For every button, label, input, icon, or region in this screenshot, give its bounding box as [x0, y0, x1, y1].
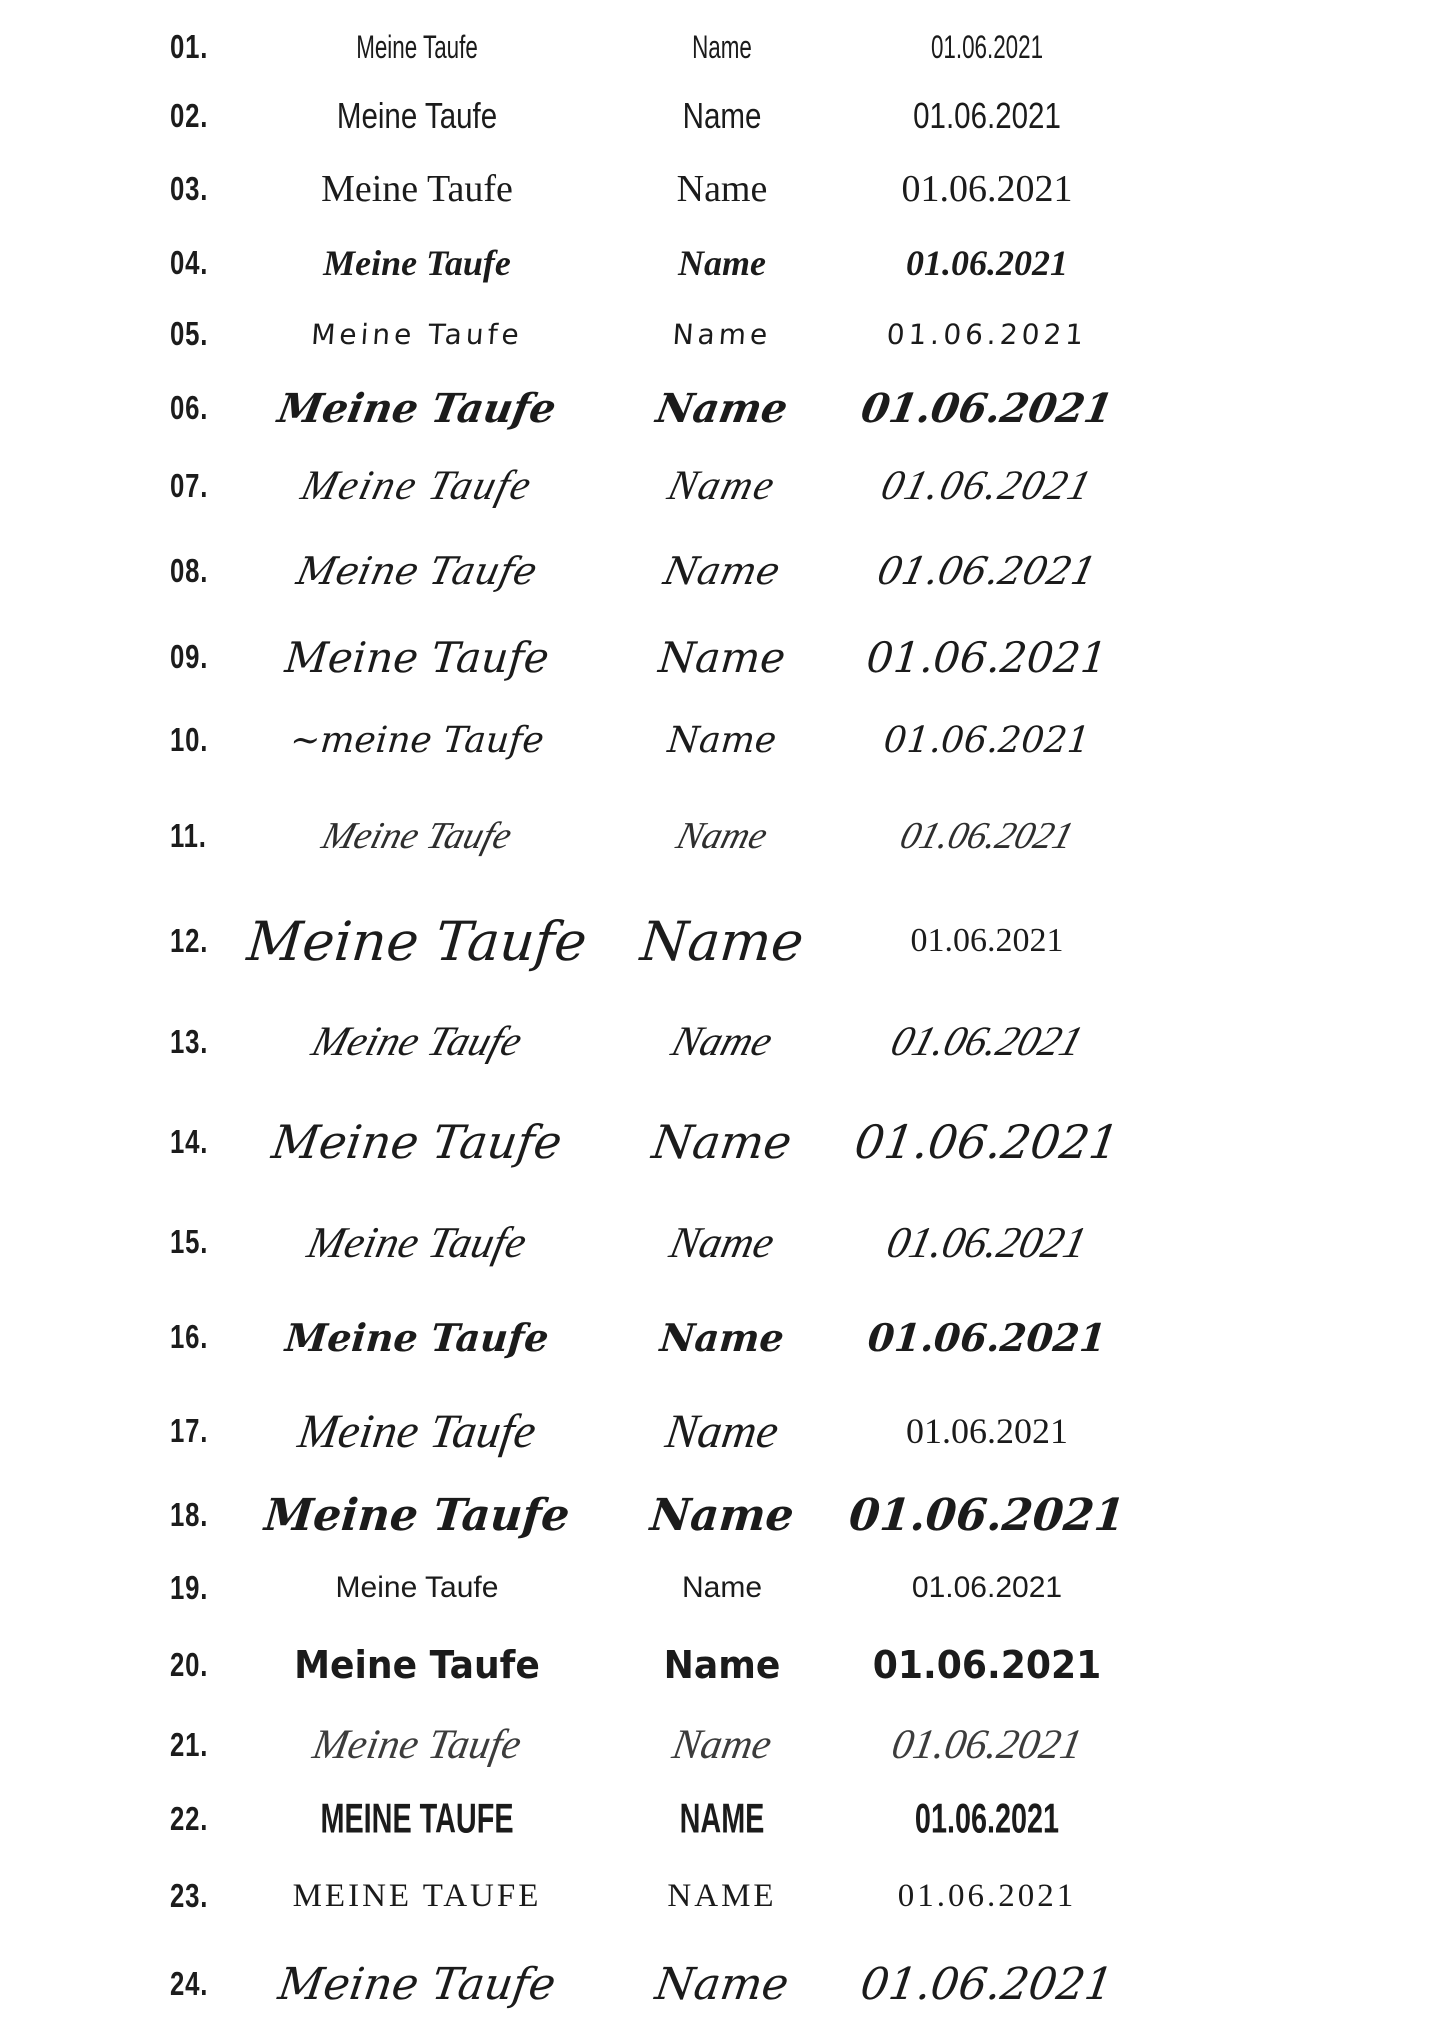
style-sample-date: 01.06.2021	[888, 1722, 1086, 1768]
style-sample-name: Name	[663, 1643, 781, 1687]
style-sample-meine-taufe: Meine Taufe	[244, 909, 590, 973]
style-sample-name: Name	[663, 463, 781, 509]
style-sample-name: NAME	[667, 1877, 777, 1914]
style-sample-meine-taufe: Meine Taufe	[294, 1643, 540, 1687]
style-sample-meine-taufe: Meine Taufe	[336, 95, 498, 136]
style-sample-name: Name	[658, 1314, 786, 1360]
font-style-row	[0, 1478, 1445, 1552]
style-number-label: 10.	[170, 721, 209, 758]
style-sample-name: Name	[671, 317, 773, 351]
style-sample-date: 01.06.2021	[876, 463, 1098, 509]
style-sample-meine-taufe: Meine Taufe	[282, 632, 552, 682]
style-sample-date: 01.06.2021	[930, 28, 1044, 65]
font-style-row	[0, 1624, 1445, 1706]
style-sample-name: Name	[672, 815, 772, 857]
font-style-row	[0, 696, 1445, 784]
style-number-label: 15.	[170, 1223, 209, 1260]
style-number-label: 21.	[170, 1726, 209, 1763]
style-number-label: 06.	[170, 389, 209, 426]
style-sample-name: Name	[681, 1571, 763, 1604]
style-sample-name: Name	[665, 1217, 779, 1267]
style-sample-date: 01.06.2021	[872, 1643, 1102, 1687]
style-number-label: 11.	[170, 817, 207, 854]
font-style-row	[0, 1938, 1445, 2030]
style-sample-name: Name	[637, 909, 807, 973]
style-sample-meine-taufe: Meine Taufe	[296, 463, 538, 509]
style-sample-meine-taufe: Meine Taufe	[274, 384, 560, 432]
style-number-label: 22.	[170, 1800, 209, 1837]
font-style-row	[0, 1290, 1445, 1384]
style-number-label: 14.	[170, 1123, 209, 1160]
font-style-row	[0, 1854, 1445, 1938]
style-sample-meine-taufe: Meine Taufe	[317, 815, 517, 857]
style-sample-meine-taufe: Meine Taufe	[275, 1958, 559, 2010]
style-sample-date: 01.06.2021	[873, 549, 1101, 593]
style-sample-name: Name	[648, 1489, 796, 1541]
font-style-row	[0, 1090, 1445, 1194]
style-sample-date: 01.06.2021	[911, 1571, 1063, 1604]
style-sample-meine-taufe: Meine Taufe	[310, 317, 524, 351]
font-style-row	[0, 1384, 1445, 1478]
style-sample-date: 01.06.2021	[864, 632, 1110, 682]
style-number-label: 18.	[170, 1496, 209, 1533]
style-number-label: 20.	[170, 1646, 209, 1683]
style-sample-name: Name	[666, 719, 778, 761]
style-sample-name: Name	[676, 168, 768, 210]
font-style-row	[0, 80, 1445, 152]
style-sample-name: NAME	[679, 1795, 765, 1842]
style-sample-date: 01.06.2021	[913, 95, 1061, 136]
style-sample-name: Name	[652, 1958, 792, 2010]
style-sample-date: 01.06.2021	[897, 1877, 1077, 1914]
font-style-row	[0, 226, 1445, 300]
font-style-row	[0, 300, 1445, 368]
style-number-label: 05.	[170, 315, 209, 352]
font-style-row	[0, 888, 1445, 994]
font-style-row	[0, 14, 1445, 80]
font-style-row	[0, 1552, 1445, 1624]
style-sample-meine-taufe: Meine Taufe	[283, 1314, 551, 1360]
style-sample-date: 01.06.2021	[866, 1314, 1108, 1360]
style-sample-meine-taufe: Meine Taufe	[294, 1404, 540, 1458]
style-number-label: 08.	[170, 552, 209, 589]
font-style-row	[0, 368, 1445, 448]
style-sample-date: 01.06.2021	[901, 168, 1073, 210]
style-sample-name: Name	[648, 1115, 796, 1169]
style-sample-date: 01.06.2021	[882, 1217, 1092, 1267]
style-number-label: 03.	[170, 170, 209, 207]
style-sample-meine-taufe: Meine Taufe	[356, 28, 478, 65]
style-number-label: 19.	[170, 1569, 209, 1606]
style-sample-date: 01.06.2021	[846, 1489, 1128, 1541]
style-sample-meine-taufe: Meine Taufe	[268, 1115, 566, 1169]
style-sample-date: 01.06.2021	[885, 317, 1089, 351]
style-sample-meine-taufe: Meine Taufe	[262, 1489, 572, 1541]
style-sample-date: 01.06.2021	[857, 384, 1117, 432]
style-sample-date: 01.06.2021	[910, 922, 1064, 959]
style-sample-meine-taufe: MEINE TAUFE	[292, 1877, 542, 1914]
style-sample-date: 01.06.2021	[914, 1795, 1060, 1842]
style-sample-meine-taufe: Meine Taufe	[323, 243, 511, 283]
style-sample-meine-taufe: ~meine Taufe	[288, 719, 546, 761]
font-style-row	[0, 1784, 1445, 1854]
style-number-label: 17.	[170, 1412, 209, 1449]
style-number-label: 13.	[170, 1023, 209, 1060]
style-number-label: 02.	[170, 97, 209, 134]
style-sample-name: Name	[668, 1722, 776, 1768]
style-number-label: 04.	[170, 244, 209, 281]
font-style-row	[0, 1706, 1445, 1784]
style-sample-name: Name	[662, 1404, 782, 1458]
style-sample-date: 01.06.2021	[906, 243, 1068, 283]
style-number-label: 01.	[170, 28, 209, 65]
font-style-row	[0, 994, 1445, 1090]
style-sample-meine-taufe: Meine Taufe	[292, 549, 542, 593]
style-sample-date: 01.06.2021	[885, 1019, 1089, 1065]
style-number-label: 23.	[170, 1877, 209, 1914]
style-sample-name: Name	[666, 1019, 778, 1065]
style-sample-date: 01.06.2021	[851, 1115, 1123, 1169]
style-sample-meine-taufe: Meine Taufe	[303, 1217, 531, 1267]
font-style-row	[0, 524, 1445, 618]
style-sample-meine-taufe: Meine Taufe	[306, 1019, 528, 1065]
font-style-row	[0, 618, 1445, 696]
font-style-row	[0, 784, 1445, 888]
style-sample-meine-taufe: MEINE TAUFE	[320, 1795, 514, 1842]
font-style-row	[0, 448, 1445, 524]
style-sample-name: Name	[656, 632, 788, 682]
font-style-list	[0, 14, 1445, 2030]
style-sample-name: Name	[682, 95, 762, 136]
style-sample-meine-taufe: Meine Taufe	[321, 168, 513, 210]
font-style-row	[0, 152, 1445, 226]
style-sample-meine-taufe: Meine Taufe	[335, 1571, 499, 1604]
style-sample-date: 01.06.2021	[857, 1958, 1117, 2010]
style-number-label: 16.	[170, 1318, 209, 1355]
style-sample-date: 01.06.2021	[906, 1411, 1068, 1451]
style-number-label: 07.	[170, 467, 209, 504]
style-sample-date: 01.06.2021	[882, 719, 1092, 761]
style-sample-date: 01.06.2021	[895, 815, 1079, 857]
style-sample-name: Name	[692, 28, 752, 65]
style-number-label: 12.	[170, 922, 209, 959]
style-sample-name: Name	[678, 243, 766, 283]
style-sample-meine-taufe: Meine Taufe	[309, 1722, 525, 1768]
font-style-row	[0, 1194, 1445, 1290]
style-sample-name: Name	[652, 384, 792, 432]
style-number-label: 09.	[170, 638, 209, 675]
style-number-label: 24.	[170, 1965, 209, 2002]
style-sample-name: Name	[660, 549, 784, 593]
